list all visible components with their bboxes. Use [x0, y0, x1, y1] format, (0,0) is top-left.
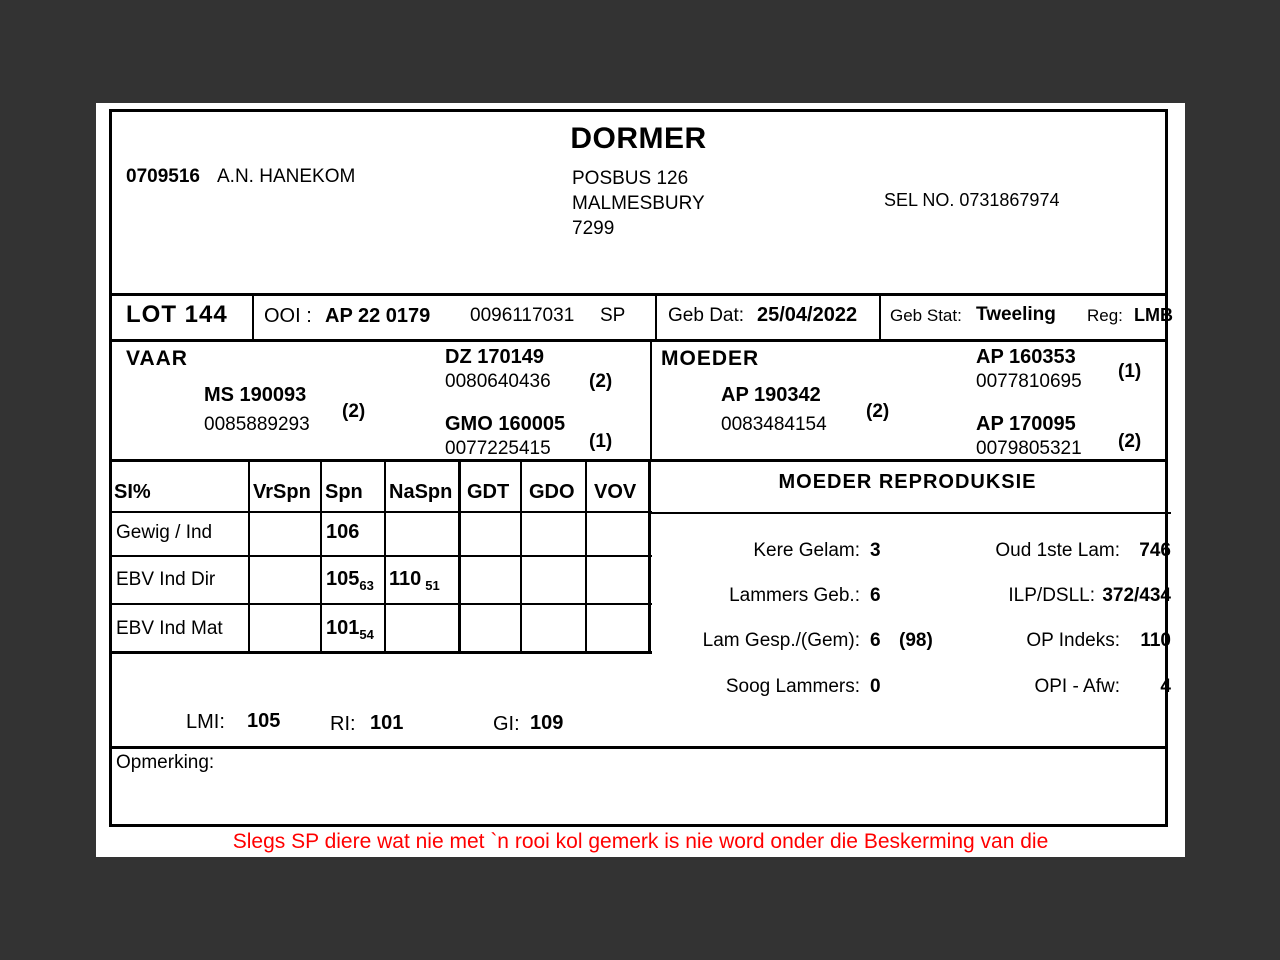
si-col-rule-6 [585, 459, 587, 651]
dam-paren: (2) [866, 401, 890, 422]
op-indeks-value: 110 [1140, 630, 1171, 651]
si-rule-2 [112, 603, 652, 605]
si-col-header-naspn: NaSpn [389, 481, 453, 503]
sire-name: MS 190093 [204, 384, 307, 406]
opi-afw-value: 4 [1160, 676, 1171, 697]
sire-number: 0085889293 [204, 414, 310, 435]
index-strip [112, 699, 652, 746]
si-rule-head [112, 511, 652, 513]
lammers-geb-value: 6 [870, 585, 881, 606]
si-cell-naspn-value: 110 [389, 568, 422, 590]
telephone-number: SEL NO. 0731867974 [884, 190, 1060, 210]
sire-paren: (2) [342, 401, 366, 422]
dam-dam-paren: (2) [1118, 431, 1142, 452]
repro-rule [650, 512, 1171, 514]
registration-label: Reg: [1087, 306, 1123, 325]
dam-name: AP 190342 [721, 384, 821, 406]
address-line-3: 7299 [572, 218, 615, 239]
dam-heading: MOEDER [661, 347, 760, 370]
si-row-label: EBV Ind Mat [116, 618, 223, 639]
dam-dam-number: 0079805321 [976, 438, 1082, 459]
si-col-header-vrspn: VrSpn [253, 481, 311, 503]
ooi-status: SP [600, 305, 626, 326]
dam-dam-name: AP 170095 [976, 413, 1076, 435]
kere-gelam-label: Kere Gelam: [753, 540, 860, 561]
birth-date-label: Geb Dat: [668, 305, 745, 326]
soog-lammers-label: Soog Lammers: [725, 676, 860, 697]
sire-heading: VAAR [126, 347, 188, 370]
page-title: DORMER [570, 122, 707, 155]
si-cell-spn-accuracy: 63 [359, 578, 374, 593]
reproduction-title: MOEDER REPRODUKSIE [778, 471, 1037, 493]
ooi-reg-number: 0096117031 [470, 305, 575, 326]
ilp-dsll-label: ILP/DSLL: [1008, 585, 1095, 606]
si-col-header-gdt: GDT [467, 481, 510, 503]
oud-1ste-lam-label: Oud 1ste Lam: [995, 540, 1120, 561]
si-cell-spn [326, 568, 374, 593]
dam-sire-paren: (1) [1118, 361, 1142, 382]
gi-label: GI: [493, 713, 520, 735]
registration-value: LMB [1134, 305, 1173, 325]
sire-dam-paren: (1) [589, 431, 613, 452]
divider-ooi-gebdat [655, 293, 657, 339]
si-cell-spn-value: 105 [326, 568, 360, 590]
sire-dam-name: GMO 160005 [445, 413, 566, 435]
address-line-1: POSBUS 126 [572, 168, 689, 189]
si-col-header-percent: SI% [114, 481, 151, 503]
lot-card [109, 109, 1173, 827]
lmi-label: LMI: [186, 711, 225, 733]
owner-name: A.N. HANEKOM [217, 166, 356, 187]
si-cell-spn-accuracy: 54 [359, 627, 374, 642]
opi-afw-label: OPI - Afw: [1034, 676, 1120, 697]
si-col-rule-1 [248, 459, 250, 651]
si-col-header-gdo: GDO [529, 481, 575, 503]
birth-status-label: Geb Stat: [890, 306, 962, 325]
ri-value: 101 [370, 712, 404, 734]
si-cell-spn: 106 [326, 521, 360, 543]
divider-gebdat-gebstat [879, 293, 881, 339]
dam-sire-number: 0077810695 [976, 371, 1082, 392]
sire-dam-number: 0077225415 [445, 438, 551, 459]
ri-label: RI: [330, 713, 356, 735]
si-row-label: EBV Ind Dir [116, 569, 216, 590]
opmerking-label: Opmerking: [116, 752, 215, 773]
footer-notice: Slegs SP diere wat nie met `n rooi kol gemerk is nie word onder die Beskerming van die [232, 830, 1049, 853]
soog-lammers-value: 0 [870, 676, 881, 697]
owner-number: 0709516 [126, 166, 200, 187]
sire-sire-name: DZ 170149 [445, 346, 544, 368]
si-col-rule-3 [384, 459, 386, 651]
owner-address [572, 166, 705, 241]
sire-sire-number: 0080640436 [445, 371, 551, 392]
si-table [112, 459, 652, 699]
divider-sire-dam [650, 339, 652, 459]
document-page [96, 103, 1185, 857]
divider-lot-ooi [252, 293, 254, 339]
si-col-header-spn: Spn [325, 481, 363, 503]
si-cell-naspn-accuracy: 51 [425, 578, 440, 593]
si-cell-naspn [389, 568, 440, 593]
si-rule-1 [112, 555, 652, 557]
si-col-rule-5 [520, 459, 522, 651]
dam-sire-name: AP 160353 [976, 346, 1076, 368]
oud-1ste-lam-value: 746 [1139, 540, 1171, 561]
ilp-dsll-value: 372/434 [1102, 585, 1171, 606]
birth-status-value: Tweeling [976, 304, 1056, 325]
address-line-2: MALMESBURY [572, 193, 705, 214]
lmi-value: 105 [247, 710, 281, 732]
si-row-label: Gewig / Ind [116, 522, 213, 543]
si-cell-spn [326, 617, 374, 642]
ooi-label: OOI : [264, 305, 312, 327]
lam-gesp-average: (98) [899, 630, 933, 651]
lot-strip [112, 293, 1173, 339]
op-indeks-label: OP Indeks: [1026, 630, 1120, 651]
si-col-rule-4 [458, 459, 461, 651]
gi-value: 109 [530, 712, 564, 734]
birth-date-value: 25/04/2022 [757, 304, 858, 326]
lam-gesp-label: Lam Gesp./(Gem): [702, 630, 860, 651]
lot-number: LOT 144 [126, 301, 228, 328]
lam-gesp-value: 6 [870, 630, 881, 651]
si-cell-spn-value: 101 [326, 617, 360, 639]
kere-gelam-value: 3 [870, 540, 881, 561]
si-col-header-vov: VOV [594, 481, 637, 503]
si-col-rule-2 [320, 459, 322, 651]
ooi-value: AP 22 0179 [325, 305, 431, 327]
si-rule-3 [112, 651, 652, 654]
dam-reproduction-panel [650, 459, 1171, 746]
sire-sire-paren: (2) [589, 371, 613, 392]
opmerking-block [112, 746, 1165, 824]
lammers-geb-label: Lammers Geb.: [729, 585, 860, 606]
pedigree-block [112, 339, 1165, 459]
dam-number: 0083484154 [721, 414, 827, 435]
